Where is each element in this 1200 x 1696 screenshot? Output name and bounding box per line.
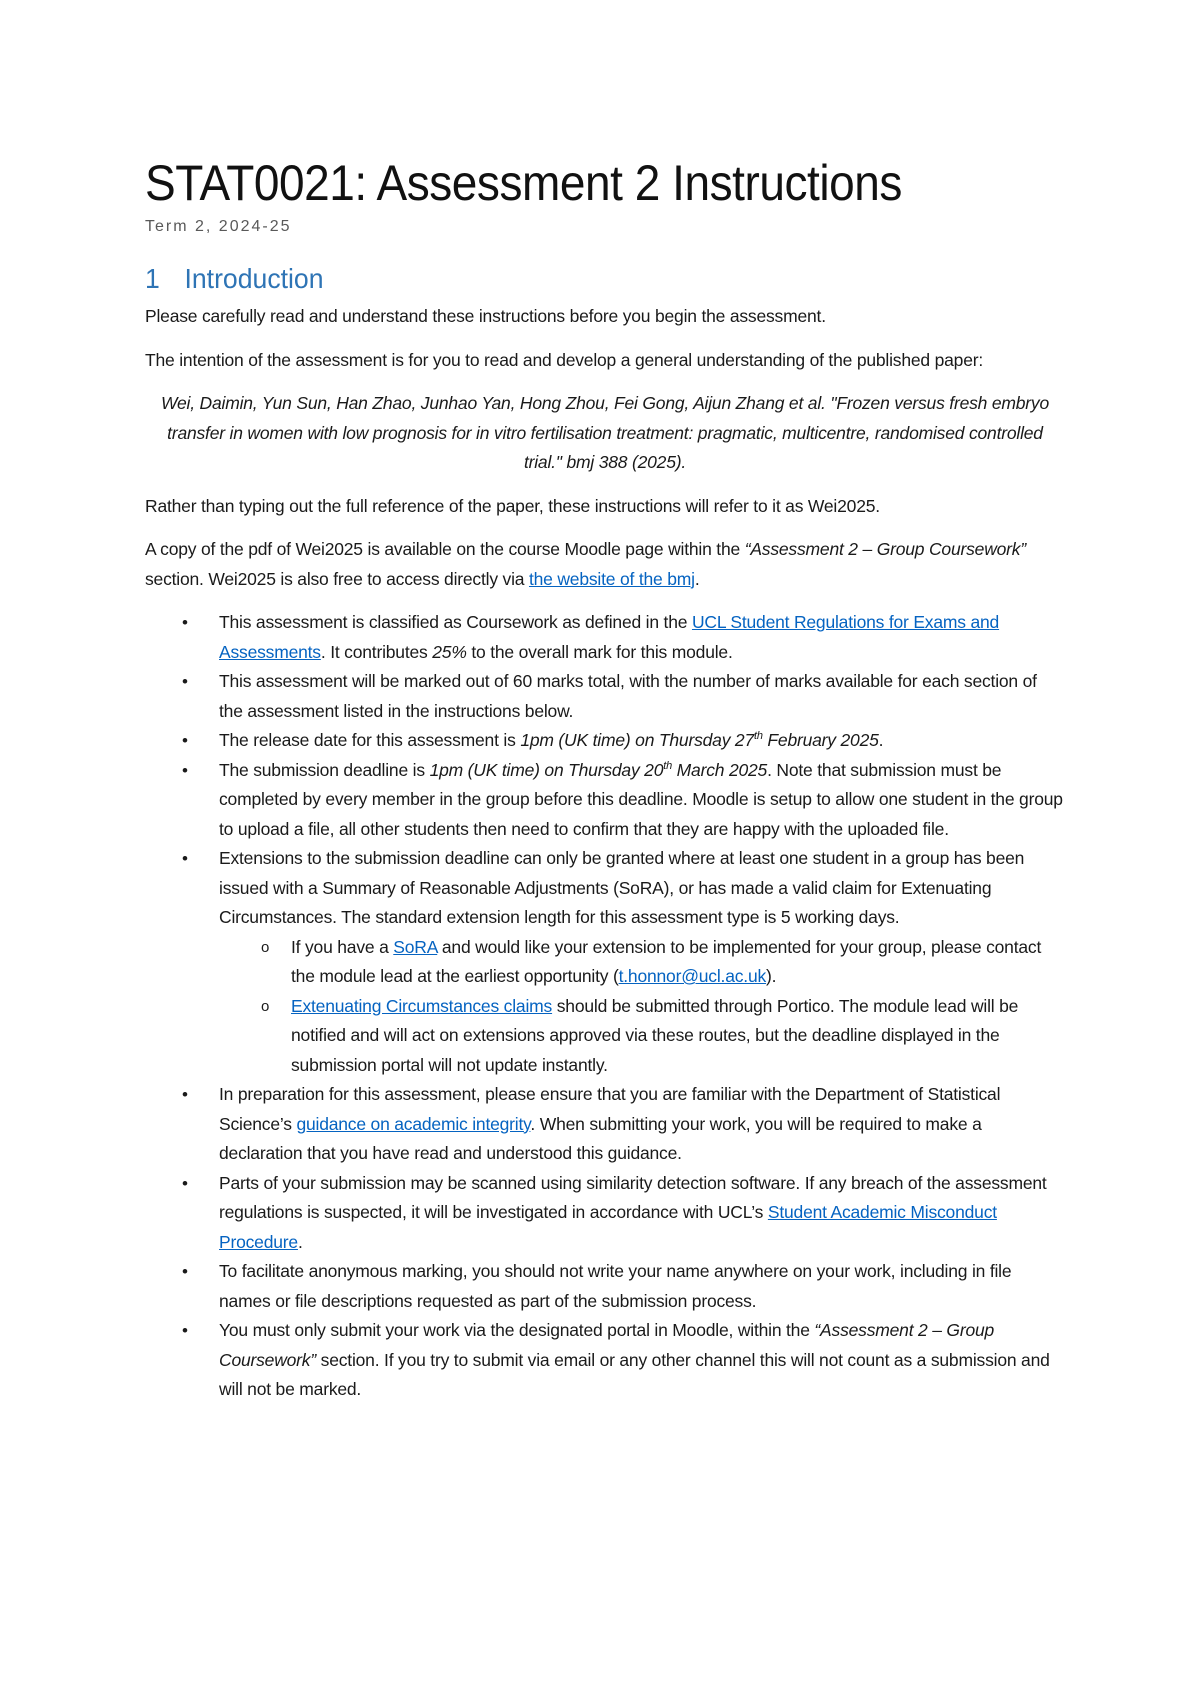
text-span: You must only submit your work via the designated portal in Moodle, within the bbox=[219, 1320, 815, 1340]
text-span: 1pm (UK time) on Thursday 27 bbox=[520, 730, 754, 750]
instructions-list bbox=[145, 608, 1065, 1405]
text-span: February 2025 bbox=[762, 730, 879, 750]
section-heading-introduction bbox=[145, 262, 1019, 296]
text-span: March 2025 bbox=[672, 759, 768, 780]
list-item-marks-total: • This assessment will be marked out of 60 marks total, with the number of marks available for each section of the assessment listed in the instructions below. bbox=[145, 667, 1065, 726]
list-item-release-date bbox=[145, 726, 1065, 756]
release-date bbox=[520, 730, 878, 750]
list-item-similarity-detection bbox=[145, 1169, 1065, 1258]
text-span: . bbox=[694, 568, 700, 589]
academic-integrity-link[interactable]: guidance on academic integrity bbox=[296, 1113, 531, 1134]
paper-citation: Wei, Daimin, Yun Sun, Han Zhao, Junhao Yan, Hong Zhou, Fei Gong, Aijun Zhang et al. "Frozen versus fresh embryo transfer in women with low prognosis for in vitro fertilisation treatment: pragmatic, multicentre, randomised controlled trial." bmj 388 (2025). bbox=[160, 393, 1049, 472]
text-span: Extensions to the submission deadline can only be granted where at least one student in a group has been issued with a Summary of Reasonable Adjustments (SoRA), or has made a valid claim for Extenuating Circumstances. The standard extension length for this assessment type is 5 working days. bbox=[219, 848, 1025, 927]
text-span: Parts of your submission may be scanned using similarity detection software. If any breach of the assessment regulations is suspected, it will be investigated in accordance with UCL’s bbox=[219, 1172, 1047, 1222]
section-title: Introduction bbox=[184, 263, 324, 294]
list-item-submission-deadline bbox=[145, 756, 1065, 845]
deadline-date bbox=[430, 760, 768, 780]
bmj-website-link[interactable]: the website of the bmj bbox=[528, 568, 695, 589]
sora-link[interactable]: SoRA bbox=[393, 936, 438, 957]
text-span: section. Wei2025 is also free to access directly via bbox=[145, 568, 529, 589]
extensions-sublist bbox=[219, 933, 1065, 1081]
text-span: . Note that submission must be completed by every member in the group before this deadline. Moodle is setup to allow one student in the group to upload a file, all other students then need to confirm that they are happy with the uploaded file. bbox=[219, 759, 1063, 839]
intro-paragraph-3: Rather than typing out the full reference of the paper, these instructions will refer to it as Wei2025. bbox=[145, 495, 880, 516]
intro-paragraph-1: Please carefully read and understand these instructions before you begin the assessment. bbox=[145, 306, 826, 326]
text-span: and would like your extension to be implemented for your group, please contact the module lead at the earliest opportunity ( bbox=[291, 936, 1042, 986]
text-span: should be submitted through Portico. The module lead will be notified and will act on extensions approved via these routes, but the deadline displayed in the submission portal will not update instantly. bbox=[291, 995, 1019, 1075]
document-subtitle: Term 2, 2024-25 bbox=[145, 218, 292, 235]
weight-percentage: 25% bbox=[432, 641, 467, 662]
text-span: . When submitting your work, you will be required to make a declaration that you have read and understood this guidance. bbox=[219, 1113, 982, 1163]
list-item-extensions bbox=[145, 844, 1065, 1080]
text-span: 1pm (UK time) on Thursday 20 bbox=[429, 759, 664, 780]
misconduct-procedure-link[interactable]: Student Academic Misconduct Procedure bbox=[219, 1202, 997, 1252]
text-span: In preparation for this assessment, please ensure that you are familiar with the Department of Statistical Science’s bbox=[219, 1084, 1001, 1134]
document-title: STAT0021: Assessment 2 Instructions bbox=[145, 155, 902, 211]
list-item-anonymous-marking: • To facilitate anonymous marking, you should not write your name anywhere on your work, including in file names or file descriptions requested as part of the submission process. bbox=[145, 1257, 1065, 1316]
text-span: The submission deadline is bbox=[219, 759, 430, 780]
text-span: . It contributes bbox=[320, 641, 433, 662]
text-span: . bbox=[297, 1231, 303, 1252]
sublist-item-extenuating-circumstances bbox=[219, 992, 1065, 1081]
sublist-item-sora bbox=[219, 933, 1065, 992]
list-item-academic-integrity bbox=[145, 1080, 1065, 1169]
document-page bbox=[145, 150, 1065, 1405]
intro-paragraph-4 bbox=[145, 535, 1065, 594]
text-span: ). bbox=[766, 966, 777, 986]
text-span: This assessment is classified as Coursework as defined in the bbox=[219, 612, 692, 632]
intro-paragraph-2: The intention of the assessment is for you to read and develop a general understanding of the published paper: bbox=[145, 349, 984, 370]
text-span: . bbox=[878, 730, 884, 750]
text-span: to the overall mark for this module. bbox=[466, 641, 733, 662]
ordinal-suffix: th bbox=[753, 730, 763, 743]
section-reference: “Assessment 2 – Group Coursework” bbox=[219, 1320, 995, 1370]
text-span: The release date for this assessment is bbox=[219, 730, 521, 750]
section-reference: “Assessment 2 – Group Coursework” bbox=[744, 539, 1026, 559]
text-span: If you have a bbox=[291, 936, 394, 957]
text-span: A copy of the pdf of Wei2025 is available on the course Moodle page within the bbox=[145, 539, 745, 559]
list-item-submission-portal bbox=[145, 1316, 1065, 1405]
list-item-coursework-classification bbox=[145, 608, 1065, 667]
text-span: section. If you try to submit via email or any other channel this will not count as a submission and will not be marked. bbox=[219, 1349, 1050, 1399]
module-lead-email-link[interactable]: t.honnor@ucl.ac.uk bbox=[618, 966, 767, 986]
section-number: 1 bbox=[145, 263, 160, 294]
ordinal-suffix: th bbox=[663, 759, 673, 772]
extenuating-circumstances-link[interactable]: Extenuating Circumstances claims bbox=[291, 995, 553, 1016]
ucl-regulations-link[interactable]: UCL Student Regulations for Exams and Assessments bbox=[219, 612, 1000, 662]
